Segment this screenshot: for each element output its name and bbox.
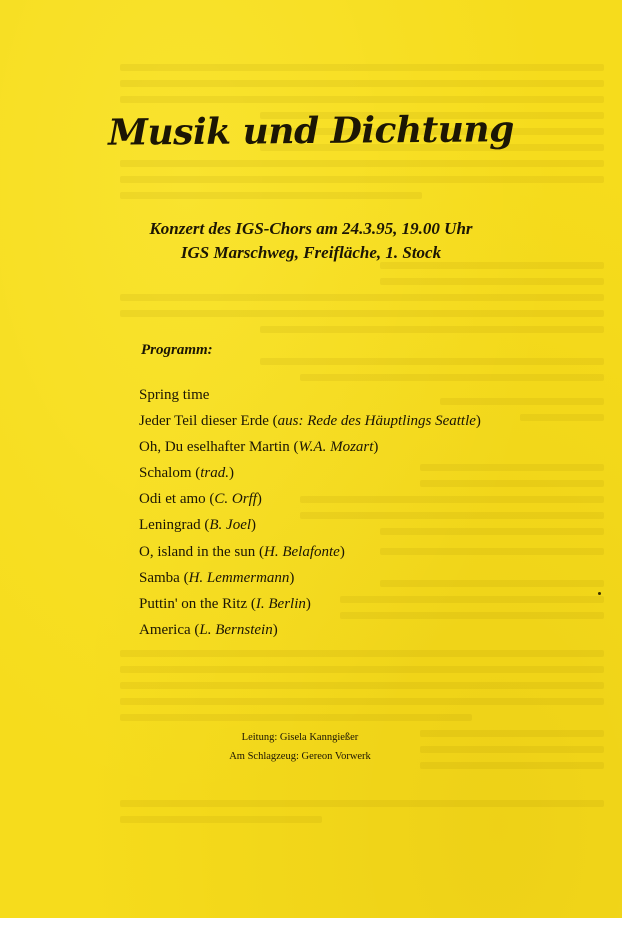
program-item: Jeder Teil dieser Erde (aus: Rede des Häuptlings Seattle) xyxy=(139,413,481,430)
program-item: Schalom (trad.) xyxy=(139,465,235,482)
program-item: America (L. Bernstein) xyxy=(139,621,278,638)
program-item: Odi et amo (C. Orff) xyxy=(139,491,262,508)
percussion-credit: Am Schlagzeug: Gereon Vorwerk xyxy=(229,751,371,762)
conductor-credit: Leitung: Gisela Kanngießer xyxy=(241,732,359,743)
program-heading: Programm: xyxy=(141,342,213,358)
program-list xyxy=(139,382,481,643)
page-title: Musik und Dichtung xyxy=(107,108,514,154)
program-item: Oh, Du eselhafter Martin (W.A. Mozart) xyxy=(139,439,379,456)
concert-date-line: Konzert des IGS-Chors am 24.3.95, 19.00 Uhr xyxy=(149,219,473,238)
program-item: Samba (H. Lemmermann) xyxy=(139,569,295,586)
program-item: Leningrad (B. Joel) xyxy=(139,517,257,534)
concert-venue-line: IGS Marschweg, Freifläche, 1. Stock xyxy=(180,243,442,262)
program-item: O, island in the sun (H. Belafonte) xyxy=(139,543,345,560)
paper-speck xyxy=(598,592,601,595)
program-item: Puttin' on the Ritz (I. Berlin) xyxy=(139,595,311,612)
program-item: Spring time xyxy=(139,387,210,403)
